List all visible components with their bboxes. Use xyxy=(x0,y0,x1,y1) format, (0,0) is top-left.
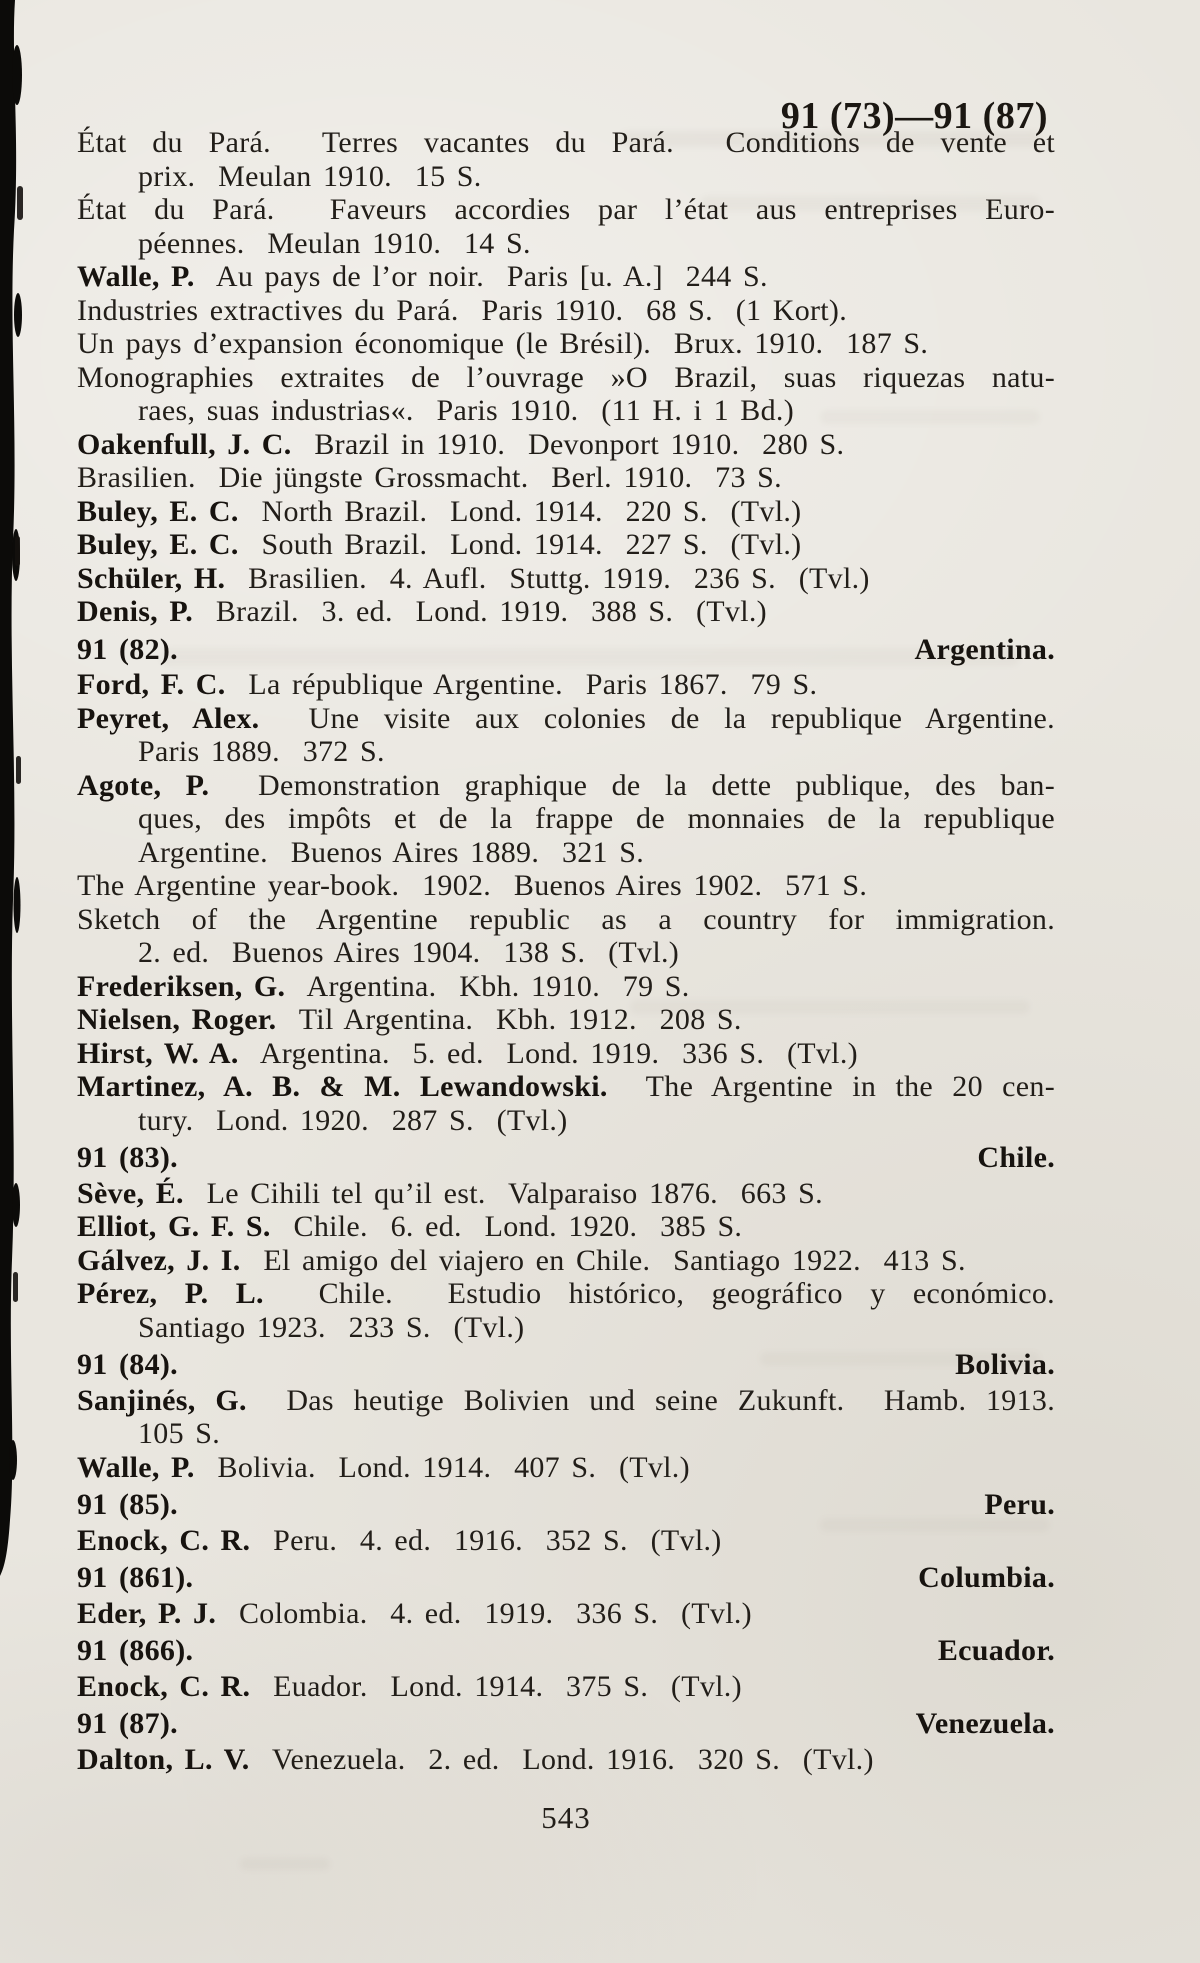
ink-speck xyxy=(15,536,20,566)
entry-text: Demonstration graphique de la dette publique, des ban- xyxy=(258,768,1055,802)
author-name: Buley, E. C. xyxy=(77,528,239,561)
bib-entry-line xyxy=(77,595,1055,629)
bib-entry-line xyxy=(77,461,1055,495)
bib-entry-line xyxy=(77,1597,1055,1631)
entry-text: Argentine. Buenos Aires 1889. 321 S. xyxy=(138,835,645,869)
author-name: Walle, P. xyxy=(77,1450,195,1484)
entry-text: Brazil in 1910. Devonport 1910. 280 S. xyxy=(314,427,845,461)
folio xyxy=(77,1800,1055,1836)
entry-text: The Argentine in the 20 cen- xyxy=(645,1070,1055,1103)
country-heading: Argentina. xyxy=(914,632,1055,666)
entry-text: Au pays de l’or noir. Paris [u. A.] 244 S. xyxy=(215,260,768,293)
bib-entry-line xyxy=(77,495,1055,529)
country-heading: Chile. xyxy=(977,1141,1055,1174)
entry-text: Til Argentina. Kbh. 1912. 208 S. xyxy=(298,1003,742,1036)
author-name: Schüler, H. xyxy=(77,561,226,595)
country-heading: Peru. xyxy=(984,1488,1055,1521)
author-name: Walle, P. xyxy=(77,260,195,293)
bib-entry-line xyxy=(77,1003,1055,1037)
bib-entry-line xyxy=(77,668,1055,702)
author-name: Frederiksen, G. xyxy=(77,969,286,1003)
section-heading-row xyxy=(77,1634,1055,1668)
entry-text: North Brazil. Lond. 1914. 220 S. (Tvl.) xyxy=(261,494,802,528)
author-name: Ford, F. C. xyxy=(77,668,226,701)
author-name: Gálvez, J. I. xyxy=(77,1243,241,1277)
entry-text: Une visite aux colonies de la republique Argentine. xyxy=(308,701,1055,735)
author-name: Eder, P. J. xyxy=(77,1596,217,1630)
author-name: Martinez, A. B. & M. Lewandowski. xyxy=(77,1070,608,1103)
entry-text: Brazil. 3. ed. Lond. 1919. 388 S. (Tvl.) xyxy=(215,595,767,628)
author-name: Sanjinés, G. xyxy=(77,1383,247,1417)
entry-text: Sketch of the Argentine republic as a country for immigration. xyxy=(77,902,1055,936)
scan-gutter-shape xyxy=(0,0,34,1963)
bib-entry-line xyxy=(77,562,1055,596)
bib-entry-line xyxy=(77,1244,1055,1278)
entry-text: Peru. 4. ed. 1916. 352 S. (Tvl.) xyxy=(273,1523,722,1557)
bib-entry-line xyxy=(77,528,1055,562)
bib-entry-line xyxy=(77,428,1055,462)
section-heading-row xyxy=(77,1707,1055,1741)
bib-entry-line xyxy=(77,869,1055,903)
classification-number: 91 (861). xyxy=(77,1561,194,1594)
classification-number: 91 (866). xyxy=(77,1634,194,1667)
author-name: Denis, P. xyxy=(77,595,194,628)
author-name: Sève, É. xyxy=(77,1176,184,1210)
bib-entry-line xyxy=(77,1177,1055,1211)
bib-entry-line xyxy=(77,836,1055,870)
entry-text: Brasilien. Die jüngste Grossmacht. Berl. 1910. 73 S. xyxy=(77,461,782,494)
entry-text: Euador. Lond. 1914. 375 S. (Tvl.) xyxy=(273,1669,742,1703)
entry-text: The Argentine year-book. 1902. Buenos Aires 1902. 571 S. xyxy=(77,869,868,902)
bib-entry-line xyxy=(77,1104,1055,1138)
entry-text: Un pays d’expansion économique (le Brésil). Brux. 1910. 187 S. xyxy=(77,327,929,360)
bib-entry-line xyxy=(77,1210,1055,1244)
bibliography-text xyxy=(77,126,1055,1776)
author-name: Nielsen, Roger. xyxy=(77,1003,277,1036)
entry-text: Colombia. 4. ed. 1919. 336 S. (Tvl.) xyxy=(238,1596,752,1630)
entry-text: prix. Meulan 1910. 15 S. xyxy=(138,159,482,193)
entry-text: péennes. Meulan 1910. 14 S. xyxy=(138,226,531,260)
entry-text: ques, des impôts et de la frappe de monnaies de la republique xyxy=(138,802,1055,835)
bib-entry-line xyxy=(77,394,1055,428)
bib-entry-line xyxy=(77,327,1055,361)
bib-entry-line xyxy=(77,936,1055,970)
bib-entry-line xyxy=(77,227,1055,261)
bib-entry-line xyxy=(77,1743,1055,1777)
author-name: Dalton, L. V. xyxy=(77,1742,250,1776)
entry-text: Venezuela. 2. ed. Lond. 1916. 320 S. (Tvl.) xyxy=(271,1742,874,1776)
country-heading: Venezuela. xyxy=(915,1707,1055,1740)
entry-text: Brasilien. 4. Aufl. Stuttg. 1919. 236 S. (Tvl.) xyxy=(248,561,870,595)
bib-entry-line xyxy=(77,1524,1055,1558)
entry-text: Argentina. 5. ed. Lond. 1919. 336 S. (Tvl.) xyxy=(259,1036,858,1070)
section-heading-row xyxy=(77,1141,1055,1175)
entry-text: raes, suas industrias«. Paris 1910. (11 H. i 1 Bd.) xyxy=(138,394,794,427)
classification-number: 91 (85). xyxy=(77,1488,178,1521)
author-name: Agote, P. xyxy=(77,768,210,802)
bib-entry-line xyxy=(77,260,1055,294)
bib-entry-line xyxy=(77,1277,1055,1311)
bib-entry-line xyxy=(77,903,1055,937)
author-name: Hirst, W. A. xyxy=(77,1036,239,1070)
author-name: Oakenfull, J. C. xyxy=(77,427,292,461)
entry-text: La république Argentine. Paris 1867. 79 S. xyxy=(248,668,818,701)
author-name: Peyret, Alex. xyxy=(77,701,260,735)
entry-text: Bolivia. Lond. 1914. 407 S. (Tvl.) xyxy=(217,1450,690,1484)
author-name: Enock, C. R. xyxy=(77,1523,251,1557)
bib-entry-line xyxy=(77,802,1055,836)
bib-entry-line xyxy=(77,160,1055,194)
section-heading-row xyxy=(77,1488,1055,1522)
entry-text: 2. ed. Buenos Aires 1904. 138 S. (Tvl.) xyxy=(138,936,680,969)
bleed-through-smudge xyxy=(240,1858,330,1870)
page-number: 543 xyxy=(541,1800,591,1835)
author-name: Buley, E. C. xyxy=(77,494,239,528)
bib-entry-line xyxy=(77,1417,1055,1451)
bib-entry-line xyxy=(77,1451,1055,1485)
ink-speck xyxy=(16,756,21,784)
author-name: Pérez, P. L. xyxy=(77,1277,264,1310)
country-heading: Bolivia. xyxy=(955,1348,1055,1381)
entry-text: tury. Lond. 1920. 287 S. (Tvl.) xyxy=(138,1103,568,1137)
running-head-range: 91 (73)—91 (87) xyxy=(780,95,1048,137)
bib-entry-line xyxy=(77,1311,1055,1345)
entry-text: Le Cihili tel qu’il est. Valparaiso 1876. 663 S. xyxy=(206,1176,823,1210)
bib-entry-line xyxy=(77,126,1055,160)
entry-text: Chile. 6. ed. Lond. 1920. 385 S. xyxy=(293,1210,743,1243)
bib-entry-line xyxy=(77,1037,1055,1071)
bib-entry-line xyxy=(77,361,1055,395)
country-heading: Ecuador. xyxy=(937,1634,1055,1667)
classification-number: 91 (83). xyxy=(77,1141,178,1174)
bib-entry-line xyxy=(77,970,1055,1004)
bib-entry-line xyxy=(77,1384,1055,1418)
bib-entry-line xyxy=(77,1070,1055,1104)
classification-number: 91 (84). xyxy=(77,1348,178,1381)
entry-text: Industries extractives du Pará. Paris 1910. 68 S. (1 Kort). xyxy=(77,293,848,327)
entry-text: Chile. Estudio histórico, geográfico y económico. xyxy=(318,1277,1055,1310)
entry-text: Argentina. Kbh. 1910. 79 S. xyxy=(306,969,690,1003)
scan-gutter-shadow xyxy=(0,0,34,1963)
bib-entry-line xyxy=(77,769,1055,803)
entry-text: Paris 1889. 372 S. xyxy=(138,735,385,768)
bib-entry-line xyxy=(77,1670,1055,1704)
ink-speck xyxy=(13,1272,18,1302)
section-heading-row xyxy=(77,1348,1055,1382)
bib-entry-line xyxy=(77,193,1055,227)
entry-text: El amigo del viajero en Chile. Santiago 1922. 413 S. xyxy=(263,1243,966,1277)
classification-number: 91 (87). xyxy=(77,1707,178,1740)
entry-text: Santiago 1923. 233 S. (Tvl.) xyxy=(138,1310,525,1344)
entry-text: Das heutige Bolivien und seine Zukunft. Hamb. 1913. xyxy=(286,1383,1056,1417)
ink-speck xyxy=(17,186,23,220)
country-heading: Columbia. xyxy=(918,1561,1055,1594)
entry-text: Monographies extraites de l’ouvrage »O Brazil, suas riquezas natu- xyxy=(77,360,1055,394)
author-name: Elliot, G. F. S. xyxy=(77,1210,271,1243)
bib-entry-line xyxy=(77,735,1055,769)
bib-entry-line xyxy=(77,702,1055,736)
entry-text: État du Pará. Faveurs accordies par l’état aus entreprises Euro- xyxy=(77,193,1055,226)
section-heading-row xyxy=(77,633,1055,667)
section-heading-row xyxy=(77,1561,1055,1595)
entry-text: South Brazil. Lond. 1914. 227 S. (Tvl.) xyxy=(261,528,802,561)
classification-number: 91 (82). xyxy=(77,632,178,666)
entry-text: État du Pará. Terres vacantes du Pará. Conditions de vente et xyxy=(77,126,1055,159)
author-name: Enock, C. R. xyxy=(77,1669,251,1703)
entry-text: 105 S. xyxy=(138,1417,221,1450)
bib-entry-line xyxy=(77,294,1055,328)
